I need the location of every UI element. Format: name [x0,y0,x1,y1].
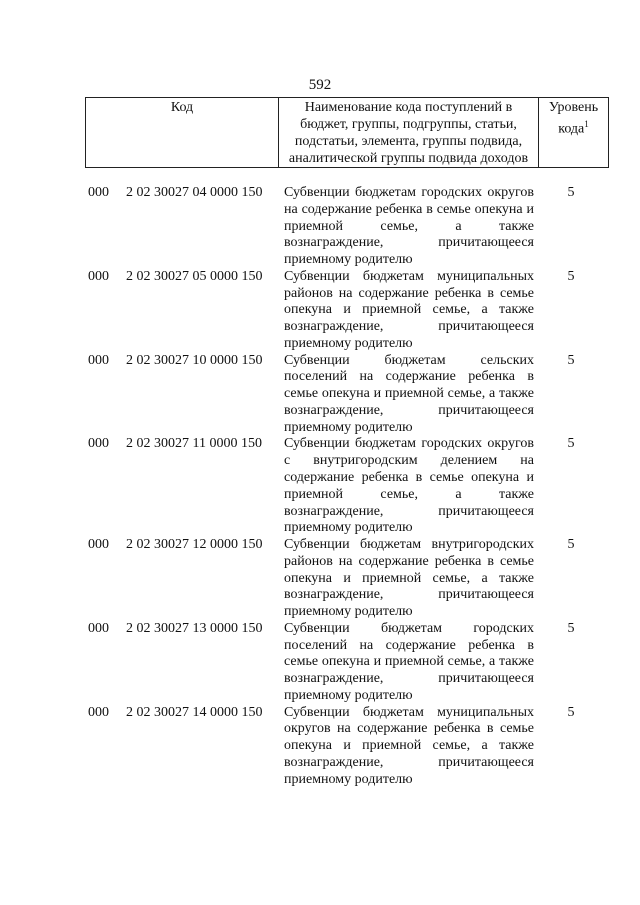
admin-code: 000 [88,704,109,720]
page-number: 592 [308,77,332,93]
table-row [88,353,593,437]
code-description: Субвенции бюджетам внутригородских районов на содержание ребенка в семье опекуна и приемной семье, а также вознаграждение, причитающееся приемному родителю [284,536,534,620]
table-row [88,269,593,353]
budget-code: 2 02 30027 10 0000 150 [126,352,263,368]
code-level: 5 [567,352,575,368]
header-level-label: Уровень кода [548,100,599,137]
budget-code: 2 02 30027 11 0000 150 [126,436,262,452]
code-level: 5 [567,185,575,200]
table-row [88,537,593,621]
budget-code: 2 02 30027 04 0000 150 [126,185,263,200]
admin-code: 000 [88,620,109,636]
code-description: Субвенции бюджетам городских округов на содержание ребенка в семье опекуна и приемной семье, а также вознаграждение, причитающееся приемному родителю [284,185,534,268]
table-header [85,97,609,168]
code-description: Субвенции бюджетам городских поселений на содержание ребенка в семье опекуна и приемной семье, а также вознаграждение, причитающееся приемному родителю [284,620,534,703]
table-row [88,705,593,789]
table-row [88,621,593,705]
admin-code: 000 [88,185,109,200]
budget-code: 2 02 30027 05 0000 150 [126,268,263,284]
budget-code: 2 02 30027 14 0000 150 [126,704,263,720]
code-description: Субвенции бюджетам сельских поселений на содержание ребенка в семье опекуна и приемной семье, а также вознаграждение, причитающееся приемному родителю [284,352,534,435]
table-row [88,185,593,269]
code-description: Субвенции бюджетам муниципальных округов на содержание ребенка в семье опекуна и приемной семье, а также вознаграждение, причитающееся приемному родителю [284,704,534,787]
admin-code: 000 [88,352,109,368]
code-description: Субвенции бюджетам городских округов с внутригородским делением на содержание ребенка в семье опекуна и приемной семье, а также вознаграждение, причитающееся приемному родителю [284,436,534,536]
code-level: 5 [567,436,575,452]
header-level [539,98,609,168]
admin-code: 000 [88,536,109,552]
code-description: Субвенции бюджетам муниципальных районов на содержание ребенка в семье опекуна и приемной семье, а также вознаграждение, причитающееся приемному родителю [284,268,534,351]
code-level: 5 [567,268,575,284]
budget-code: 2 02 30027 13 0000 150 [126,620,263,636]
header-name: Наименование кода поступлений в бюджет, группы, подгруппы, статьи, подстатьи, элемента, группы подвида, аналитической группы подвида доходов [279,98,539,168]
code-level: 5 [567,704,575,720]
admin-code: 000 [88,268,109,284]
code-level: 5 [567,620,575,636]
table-row [88,436,593,537]
admin-code: 000 [88,436,109,452]
budget-code: 2 02 30027 12 0000 150 [126,536,263,552]
code-level: 5 [567,536,575,552]
code-list [88,185,593,788]
header-code: Код [86,98,279,168]
footnote-marker: 1 [584,119,589,129]
